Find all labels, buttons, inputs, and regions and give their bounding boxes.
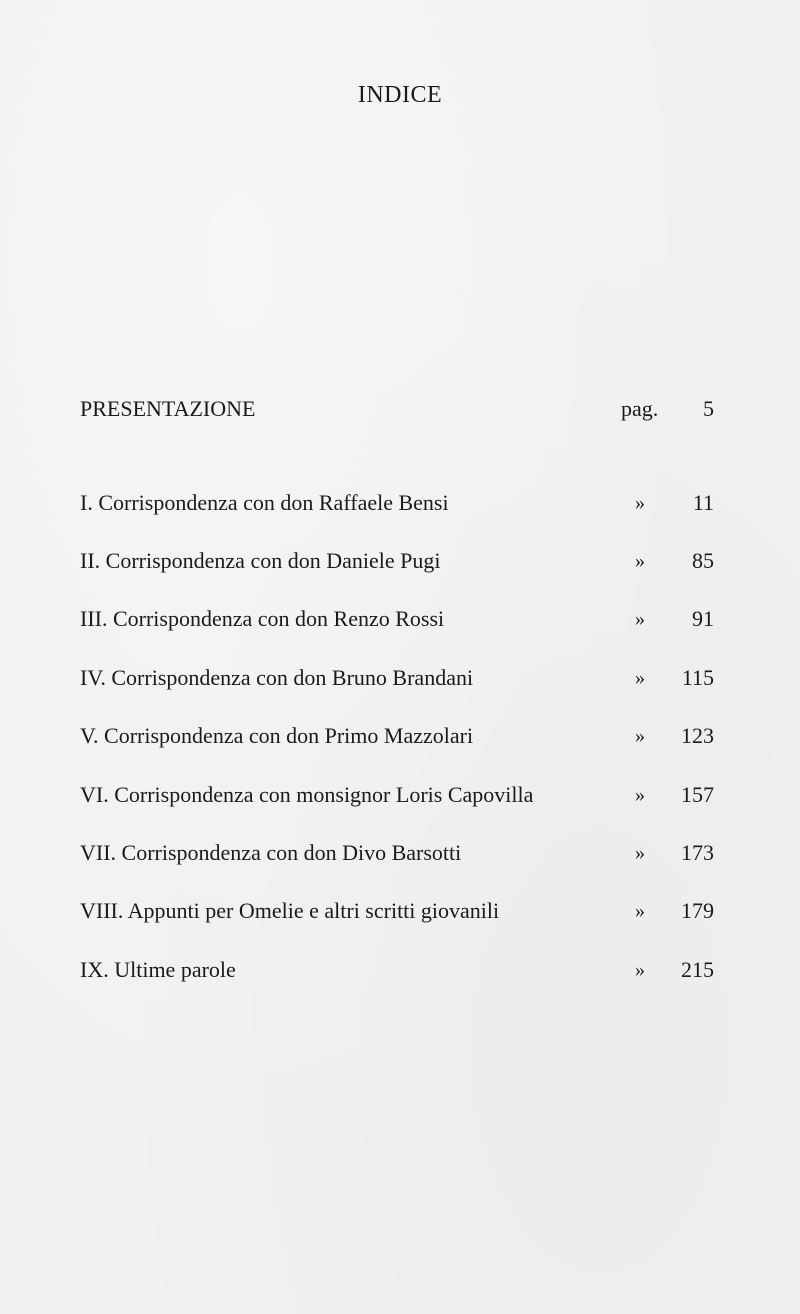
toc-entry-page-number: 91 bbox=[692, 606, 714, 631]
toc-entry-chapter-8 bbox=[80, 894, 720, 928]
toc-entry-chapter-1 bbox=[80, 486, 720, 520]
toc-entry-label: IV. Corrispondenza con don Bruno Brandani bbox=[80, 665, 474, 690]
toc-entry-page-number: 157 bbox=[681, 782, 714, 807]
toc-entry-page-number: 173 bbox=[681, 840, 714, 865]
toc-entry-label: II. Corrispondenza con don Daniele Pugi bbox=[80, 548, 441, 573]
toc-entry-chapter-6 bbox=[80, 778, 720, 812]
toc-entry-page-number: 215 bbox=[681, 957, 714, 982]
toc-entry-ditto-mark: » bbox=[635, 725, 645, 747]
toc-entry-page-prefix: pag. bbox=[621, 396, 659, 421]
toc-entry-page-number: 179 bbox=[681, 898, 714, 923]
toc-entry-page-number: 115 bbox=[681, 665, 714, 690]
toc-entry-ditto-mark: » bbox=[635, 842, 645, 864]
toc-entry-ditto-mark: » bbox=[635, 784, 645, 806]
toc-entry-page-number: 123 bbox=[681, 723, 714, 748]
toc-entry-page-number: 85 bbox=[692, 548, 714, 573]
toc-entry-label: IX. Ultime parole bbox=[80, 957, 236, 982]
toc-entry-page-number: 11 bbox=[692, 490, 714, 515]
toc-entry-chapter-7 bbox=[80, 836, 720, 870]
toc-entry-ditto-mark: » bbox=[635, 550, 645, 572]
toc-entry-chapter-5 bbox=[80, 719, 720, 753]
toc-entry-label: VIII. Appunti per Omelie e altri scritti giovanili bbox=[80, 898, 500, 923]
toc-entry-chapter-2 bbox=[80, 544, 720, 578]
toc-entry-label: I. Corrispondenza con don Raffaele Bensi bbox=[80, 490, 449, 515]
toc-entry-ditto-mark: » bbox=[635, 959, 645, 981]
toc-entry-chapter-9 bbox=[80, 953, 720, 987]
toc-entry-presentazione bbox=[80, 392, 720, 426]
toc-entry-label: VII. Corrispondenza con don Divo Barsotti bbox=[80, 840, 462, 865]
toc-entry-label: V. Corrispondenza con don Primo Mazzolari bbox=[80, 723, 474, 748]
toc-entry-ditto-mark: » bbox=[635, 492, 645, 514]
page-title: INDICE bbox=[357, 82, 443, 108]
toc-entry-ditto-mark: » bbox=[635, 900, 645, 922]
toc-entry-ditto-mark: » bbox=[635, 667, 645, 689]
toc-entry-ditto-mark: » bbox=[635, 608, 645, 630]
toc-entry-chapter-3 bbox=[80, 602, 720, 636]
toc-entry-label: III. Corrispondenza con don Renzo Rossi bbox=[80, 606, 445, 631]
toc-entry-chapter-4 bbox=[80, 661, 720, 695]
toc-entry-page-number: 5 bbox=[703, 396, 714, 421]
toc-entry-label: VI. Corrispondenza con monsignor Loris Capovilla bbox=[80, 782, 534, 807]
toc-entry-label: PRESENTAZIONE bbox=[80, 396, 256, 421]
